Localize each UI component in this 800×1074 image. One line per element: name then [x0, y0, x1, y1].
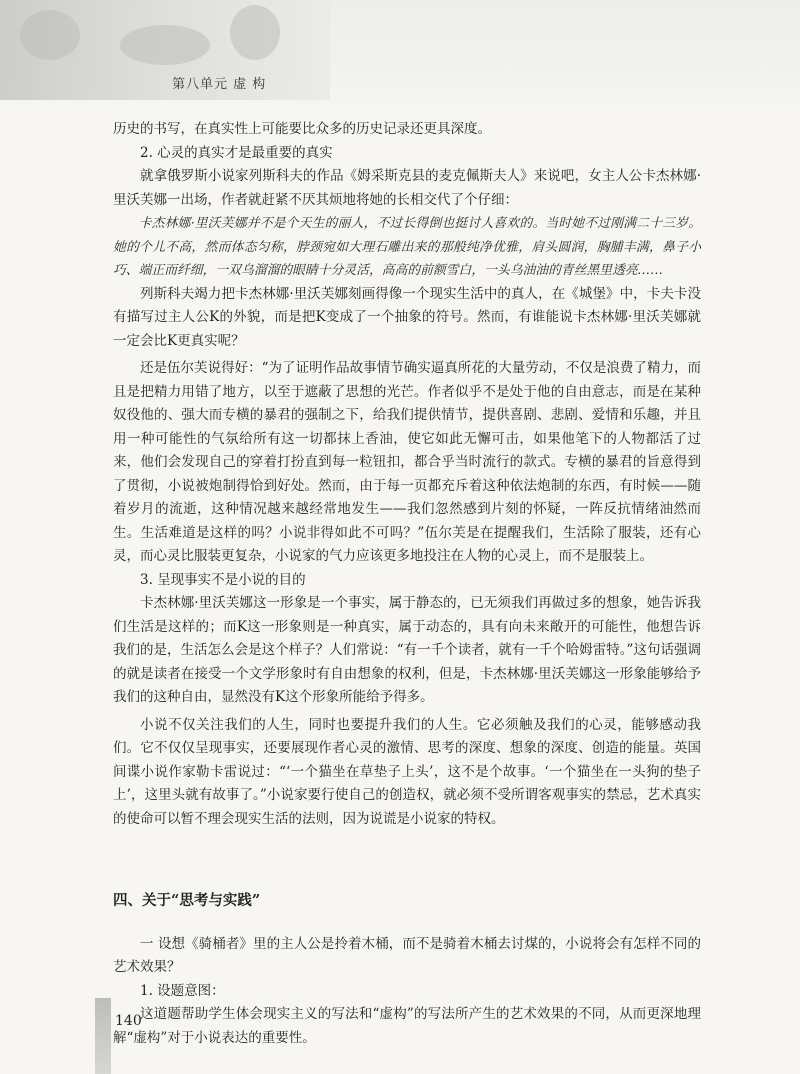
subheading: 2. 心灵的真实才是最重要的真实	[140, 144, 333, 161]
header-ink-painting	[0, 0, 330, 100]
quoted-passage: 卡杰林娜·里沃芙娜并不是个天生的丽人，不过长得倒也挺讨人喜欢的。当时她不过刚满二十三岁。她的个儿不高，然而体态匀称，脖颈宛如大理石雕出来的那般纯净优雅，肩头圆润，胸脯丰满，鼻子小巧、端正而纤细，一双乌溜溜的眼睛十分灵活，高高的前额雪白，一头乌油油的青丝黑里透亮……	[113, 216, 701, 278]
ink-blot	[20, 10, 80, 60]
ink-blot	[230, 5, 280, 60]
paragraph: 就拿俄罗斯小说家列斯科夫的作品《姆采斯克县的麦克佩斯夫人》来说吧，女主人公卡杰林娜·里沃芙娜一出场，作者就赶紧不厌其烦地将她的长相交代了个仔细：	[113, 168, 701, 208]
paragraph: 这道题帮助学生体会现实主义的写法和“虚构”的写法所产生的艺术效果的不同，从而更深地理解“虚构”对于小说表达的重要性。	[113, 1006, 701, 1046]
paragraph: 还是伍尔芙说得好：“为了证明作品故事情节确实逼真所花的大量劳动，不仅是浪费了精力，而且是把精力用错了地方，以至于遮蔽了思想的光芒。作者似乎不是处于他的自由意志，而是在某种奴役他的、强大而专横的暴君的强制之下，给我们提供情节，提供喜剧、悲剧、爱情和乐趣，并且用一种可能性的气氛给所有这一切都抹上香油，使它如此无懈可击，如果他笔下的人物都活了过来，他们会发现自己的穿着打扮直到每一粒钮扣，都合乎当时流行的款式。专横的暴君的旨意得到了贯彻，小说被炮制得恰到好处。然而，由于每一页都充斥着这种依法炮制的东西，有时候——随着岁月的流逝，这种情况越来越经常地发生——我们忽然感到片刻的怀疑，一阵反抗情绪油然而生。生活难道是这样的吗？小说非得如此不可吗？”伍尔芙是在提醒我们，生活除了服装，还有心灵，而心灵比服装更复杂，小说家的气力应该更多地投注在人物的心灵上，而不是服装上。	[113, 360, 701, 564]
paragraph: 卡杰林娜·里沃芙娜这一形象是一个事实，属于静态的，已无须我们再做过多的想象，她告诉我们生活是这样的；而K这一形象则是一种真实，属于动态的，具有向未来敞开的可能性，他想告诉我们的是，生活怎么会是这个样子？人们常说：“有一千个读者，就有一千个哈姆雷特。”这句话强调的就是读者在接受一个文学形象时有自由想象的权利，但是，卡杰林娜·里沃芙娜这一形象能够给予我们的这种自由，显然没有K这个形象所能给予得多。	[113, 595, 701, 705]
paragraph: 历史的书写，在真实性上可能要比众多的历史记录还更具深度。	[113, 121, 491, 137]
paragraph: 列斯科夫竭力把卡杰林娜·里沃芙娜刻画得像一个现实生活中的真人，在《城堡》中，卡夫卡没有描写过主人公K的外貌，而是把K变成了一个抽象的符号。然而，有谁能说卡杰林娜·里沃芙娜就一定会比K更真实呢？	[113, 285, 701, 349]
subheading: 3. 呈现事实不是小说的目的	[140, 571, 306, 588]
subheading: 1. 设题意图：	[140, 982, 225, 999]
page-edge-strip	[95, 998, 111, 1074]
ink-blot	[120, 25, 210, 65]
page-header	[0, 0, 800, 112]
section-title: 四、关于“思考与实践”	[113, 892, 261, 909]
paragraph: 小说不仅关注我们的人生，同时也要提升我们的人生。它必须触及我们的心灵，能够感动我们。它不仅仅呈现事实，还要展现作者心灵的激情、思考的深度、想象的深度、创造的能量。英国间谍小说作家勒卡雷说过：“‘一个猫坐在草垫子上头’，这不是个故事。‘一个猫坐在一头狗的垫子上’，这里头就有故事了。”小说家要行使自己的创造权，就必须不受所谓客观事实的禁忌，艺术真实的使命可以暂不理会现实生活的法则，因为说谎是小说家的特权。	[113, 716, 701, 827]
unit-title: 第八单元 虚 构	[172, 77, 267, 92]
page-body	[113, 118, 701, 1050]
question: 一 设想《骑桶者》里的主人公是拎着木桶，而不是骑着木桶去讨煤的，小说将会有怎样不同的艺术效果？	[113, 935, 701, 975]
page-number: 140	[115, 1013, 142, 1029]
